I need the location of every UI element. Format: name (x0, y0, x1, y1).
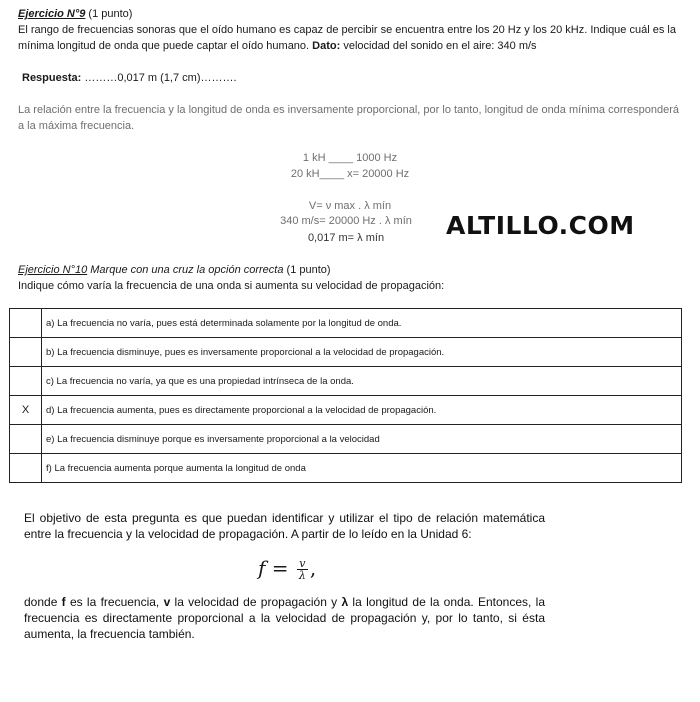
option-text: b) La frecuencia disminuye, pues es inversamente proporcional a la velocidad de propagación. (42, 338, 682, 367)
option-row-c[interactable] (10, 367, 682, 396)
explanation-intro: El objetivo de esta pregunta es que puedan identificar y utilizar el tipo de relación matemática entre la frecuencia y la velocidad de propagación. A partir de lo leído en la Unidad 6: (24, 511, 545, 541)
dato-value: velocidad del sonido en el aire: 340 m/s (340, 40, 537, 52)
formula-comma: , (309, 556, 317, 580)
option-row-f[interactable] (10, 454, 682, 483)
calc-line-5: 0,017 m= λ mín (307, 232, 385, 244)
formula-numerator: v (297, 558, 308, 570)
option-text: d) La frecuencia aumenta, pues es directamente proporcional a la velocidad de propagación. (42, 396, 682, 425)
symbol-f: f (61, 595, 66, 609)
answer-line (22, 70, 237, 86)
formula-denominator: λ (298, 569, 306, 582)
options-table (9, 308, 682, 483)
mark-cell[interactable] (10, 425, 42, 454)
exercise-10-title: Ejercicio N°10 (18, 264, 88, 276)
explanation-conclusion: donde f es la frecuencia, v la velocidad de propagación y λ la longitud de la onda. Entonces, la frecuencia es directamente proporcional a la velocidad de propagación y, por lo tanto, si ésta aumenta, la frecuencia también. (24, 595, 545, 641)
option-text: c) La frecuencia no varía, ya que es una propiedad intrínseca de la onda. (42, 367, 682, 396)
exercise-10-header (18, 262, 680, 278)
formula-f: f (258, 556, 266, 580)
option-text: a) La frecuencia no varía, pues está determinada solamente por la longitud de onda. (42, 309, 682, 338)
mark-cell[interactable] (10, 454, 42, 483)
exercise-10-points: (1 punto) (283, 264, 331, 276)
calc-line-1: 1 kH ____ 1000 Hz (302, 152, 398, 164)
option-row-b[interactable] (10, 338, 682, 367)
symbol-lambda: λ (341, 595, 349, 609)
option-row-d[interactable] (10, 396, 682, 425)
calc-line-2: 20 kH____ x= 20000 Hz (290, 168, 410, 180)
formula-equals: = (265, 556, 295, 580)
mark-cell[interactable] (10, 367, 42, 396)
dato-label: Dato: (312, 40, 341, 52)
calc-line-4: 340 m/s= 20000 Hz . λ mín (280, 215, 412, 227)
formula-fraction (297, 558, 308, 581)
exercise-10-instruction: Marque con una cruz la opción correcta (87, 264, 284, 276)
option-text: f) La frecuencia aumenta porque aumenta la longitud de onda (42, 454, 682, 483)
mark-cell[interactable] (10, 309, 42, 338)
option-text: e) La frecuencia disminuye porque es inversamente proporcional a la velocidad (42, 425, 682, 454)
answer-value: ………0,017 m (1,7 cm)………. (81, 72, 237, 84)
exercise-9-points: (1 punto) (85, 8, 133, 20)
exercise-9-explanation: La relación entre la frecuencia y la longitud de onda es inversamente proporcional, por lo tanto, longitud de onda mínima corresponderá a la máxima frecuencia. (18, 104, 680, 132)
exercise-10-question: Indique cómo varía la frecuencia de una onda si aumenta su velocidad de propagación: (18, 280, 445, 292)
calc-line-3: V= ν max . λ mín (308, 200, 392, 212)
option-row-e[interactable] (10, 425, 682, 454)
watermark-logo: ALTILLO.COM (446, 211, 635, 240)
answer-label: Respuesta: (22, 72, 82, 84)
mark-cell[interactable]: X (10, 396, 42, 425)
exercise-9-title: Ejercicio N°9 (18, 8, 86, 20)
exercise-9-header (18, 6, 680, 22)
exercise-9-statement: El rango de frecuencias sonoras que el oído humano es capaz de percibir se encuentra entre los 20 Hz y los 20 kHz. Indique cuál es la mínima longitud de onda que puede captar el oído humano. Dato: velocidad del sonido en el aire: 340 m/s (18, 24, 676, 52)
symbol-v: v (163, 595, 171, 609)
option-row-a[interactable] (10, 309, 682, 338)
frequency-formula (258, 556, 316, 581)
mark-cell[interactable] (10, 338, 42, 367)
